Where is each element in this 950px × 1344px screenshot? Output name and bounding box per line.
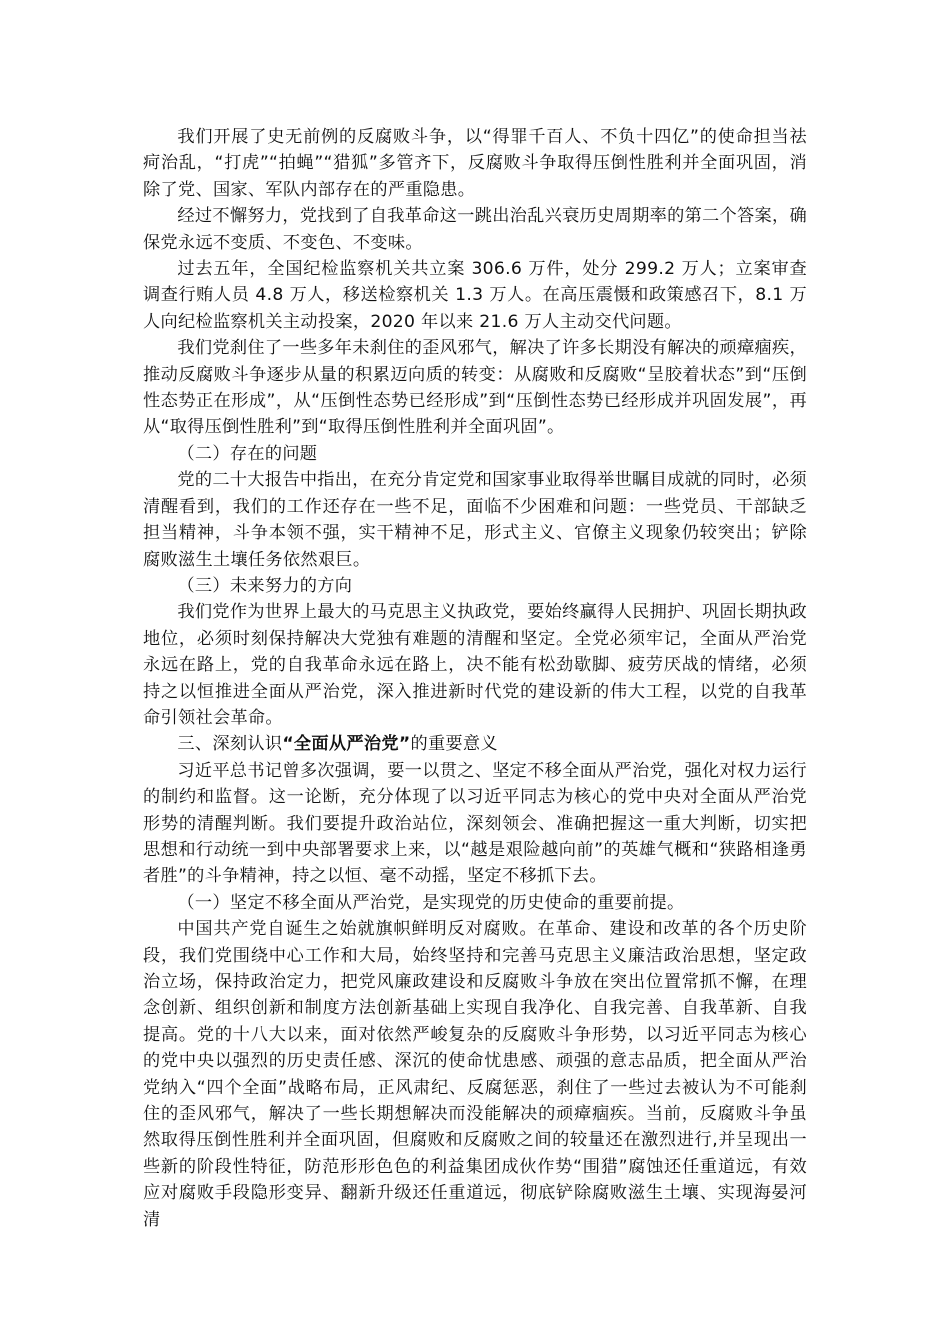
heading-section-three-prefix: 三、深刻认识 <box>177 734 283 755</box>
paragraph-anti-corruption-campaign: 我们开展了史无前例的反腐败斗争，以“得罪千百人、不负十四亿”的使命担当祛疴治乱，“打虎”“拍蝇”“猎狐”多管齐下，反腐败斗争取得压倒性胜利并全面巩固，消除了党、国家、军队内部存在的严重隐患。 <box>143 127 807 200</box>
heading-section-three-suffix: 的重要意义 <box>410 734 498 755</box>
paragraph-five-year-statistics: 过去五年，全国纪检监察机关共立案 306.6 万件，处分 299.2 万人；立案审查调查行贿人员 4.8 万人，移送检察机关 1.3 万人。在高压震慑和政策感召下，8.1 万人向纪检监察机关主动投案，2020 年以来 21.6 万人主动交代问题。 <box>143 259 807 332</box>
document-page <box>143 124 807 1233</box>
paragraph-xi-emphasis: 习近平总书记曾多次强调，要一以贯之、坚定不移全面从严治党，强化对权力运行的制约和监督。这一论断，充分体现了以习近平同志为核心的党中央对全面从严治党形势的清醒判断。我们要提升政治站位，深刻领会、准确把握这一重大判断，切实把思想和行动统一到中央部署要求上来，以“越是艰险越向前”的英雄气概和“狭路相逢勇者胜”的斗争精神，持之以恒、毫不动摇，坚定不移抓下去。 <box>143 760 807 887</box>
heading-section-three-bold: “全面从严治党” <box>282 734 411 755</box>
paragraph-party-history-anti-corruption: 中国共产党自诞生之始就旗帜鲜明反对腐败。在革命、建设和改革的各个历史阶段，我们党围绕中心工作和大局，始终坚持和完善马克思主义廉洁政治思想，坚定政治立场，保持政治定力，把党风廉政建设和反腐败斗争放在突出位置常抓不懈，在理念创新、组织创新和制度方法创新基础上实现自我净化、自我完善、自我革新、自我提高。党的十八大以来，面对依然严峻复杂的反腐败斗争形势，以习近平同志为核心的党中央以强烈的历史责任感、深沉的使命忧患感、顽强的意志品质，把全面从严治党纳入“四个全面”战略布局，正风肃纪、反腐惩恶，刹住了一些过去被认为不可能刹住的歪风邪气，解决了一些长期想解决而没能解决的顽瘴痼疾。当前，反腐败斗争虽然取得压倒性胜利并全面巩固，但腐败和反腐败之间的较量还在激烈进行,并呈现出一些新的阶段性特征，防范形形色色的利益集团成伙作势“围猎”腐蚀还任重道远，有效应对腐败手段隐形变异、翻新升级还任重道远，彻底铲除腐败滋生土壤、实现海晏河清 <box>143 919 807 1230</box>
heading-section-three <box>143 731 807 757</box>
heading-historic-mission: （一）坚定不移全面从严治党，是实现党的历史使命的重要前提。 <box>177 892 685 913</box>
paragraph-largest-ruling-party: 我们党作为世界上最大的马克思主义执政党，要始终赢得人民拥护、巩固长期执政地位，必须时刻保持解决大党独有难题的清醒和坚定。全党必须牢记，全面从严治党永远在路上，党的自我革命永远在路上，决不能有松劲歇脚、疲劳厌战的情绪，必须持之以恒推进全面从严治党，深入推进新时代党的建设新的伟大工程，以党的自我革命引领社会革命。 <box>143 602 807 728</box>
paragraph-qualitative-change: 我们党刹住了一些多年未刹住的歪风邪气，解决了许多长期没有解决的顽瘴痼疾，推动反腐败斗争逐步从量的积累迈向质的转变：从腐败和反腐败“呈胶着状态”到“压倒性态势正在形成”，从“压倒性态势已经形成”到“压倒性态势已经形成并巩固发展”，再从“取得压倒性胜利”到“取得压倒性胜利并全面巩固”。 <box>143 338 807 438</box>
paragraph-second-answer: 经过不懈努力，党找到了自我革命这一跳出治乱兴衰历史周期率的第二个答案，确保党永远不变质、不变色、不变味。 <box>143 206 807 253</box>
heading-existing-problems: （二）存在的问题 <box>177 443 318 464</box>
heading-future-direction: （三）未来努力的方向 <box>177 575 353 596</box>
paragraph-twentieth-congress-report: 党的二十大报告中指出，在充分肯定党和国家事业取得举世瞩目成就的同时，必须清醒看到，我们的工作还存在一些不足，面临不少困难和问题：一些党员、干部缺乏担当精神，斗争本领不强，实干精神不足，形式主义、官僚主义现象仍较突出；铲除腐败滋生土壤任务依然艰巨。 <box>143 470 807 570</box>
